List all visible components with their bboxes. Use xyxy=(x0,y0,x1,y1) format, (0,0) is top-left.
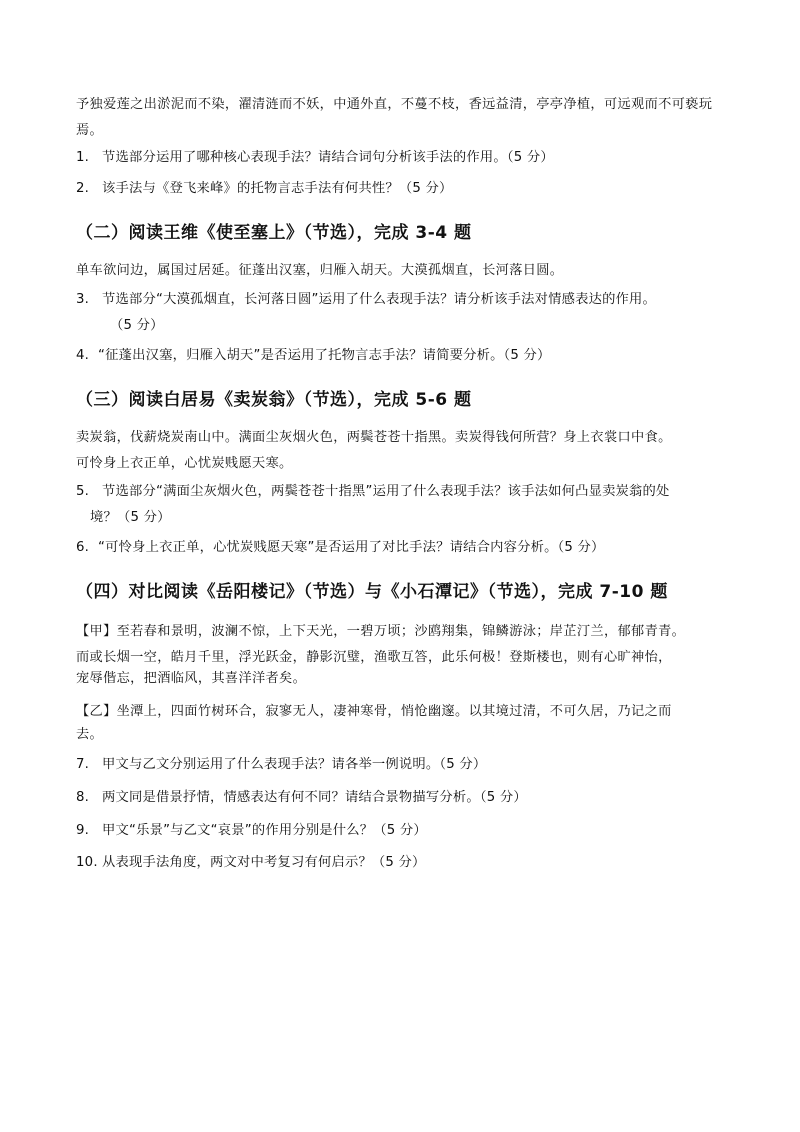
question-5 xyxy=(76,479,732,531)
question-number: 4. xyxy=(76,348,90,363)
question-7 xyxy=(76,752,732,778)
question-number: 2. xyxy=(76,181,90,196)
question-text: 该手法与《登飞来峰》的托物言志手法有何共性？（5 分） xyxy=(102,181,453,196)
question-number: 8. xyxy=(76,790,90,805)
question-number: 5. xyxy=(76,484,90,499)
question-text: 节选部分运用了哪种核心表现手法？请结合词句分析该手法的作用。（5 分） xyxy=(102,150,554,165)
question-text: 从表现手法角度，两文对中考复习有何启示？（5 分） xyxy=(102,855,426,870)
section-heading-4: （四）对比阅读《岳阳楼记》（节选）与《小石潭记》（节选），完成 7-10 题 xyxy=(76,582,668,602)
passage-jia-line3: 宠辱偕忘，把酒临风，其喜洋洋者矣。 xyxy=(76,671,307,686)
section-heading-2: （二）阅读王维《使至塞上》（节选），完成 3-4 题 xyxy=(76,223,472,243)
question-6 xyxy=(76,535,732,561)
passage-yi-line1: 【乙】坐潭上，四面竹树环合，寂寥无人，凄神寒骨，悄怆幽邃。以其境过清，不可久居，乃记之而 xyxy=(76,704,672,719)
question-text: “征蓬出汉塞，归雁入胡天”是否运用了托物言志手法？请简要分析。（5 分） xyxy=(98,348,551,363)
passage-jia-line2: 而或长烟一空，皓月千里，浮光跃金，静影沉璧，渔歌互答，此乐何极！登斯楼也，则有心旷神怡， xyxy=(76,650,672,665)
question-8 xyxy=(76,785,732,811)
question-text-line1: 节选部分“满面尘灰烟火色，两鬓苍苍十指黑”运用了什么表现手法？该手法如何凸显卖炭翁的处 xyxy=(102,484,670,499)
passage-maitanweng-line1: 卖炭翁，伐薪烧炭南山中。满面尘灰烟火色，两鬓苍苍十指黑。卖炭得钱何所营？身上衣裳口中食。 xyxy=(76,430,672,445)
question-number: 3. xyxy=(76,292,90,307)
question-text-line1: 节选部分“大漠孤烟直，长河落日圆”运用了什么表现手法？请分析该手法对情感表达的作用。 xyxy=(102,292,657,307)
question-9 xyxy=(76,818,732,844)
question-number: 10. xyxy=(76,855,98,870)
question-text: 两文同是借景抒情，情感表达有何不同？请结合景物描写分析。（5 分） xyxy=(102,790,527,805)
passage-shizhisaishang: 单车欲问边，属国过居延。征蓬出汉塞，归雁入胡天。大漠孤烟直，长河落日圆。 xyxy=(76,263,564,278)
question-text-line2: （5 分） xyxy=(110,318,164,333)
passage-maitanweng-line2: 可怜身上衣正单，心忧炭贱愿天寒。 xyxy=(76,456,293,471)
question-text-line2: 境？（5 分） xyxy=(90,510,171,525)
question-4 xyxy=(76,343,732,369)
passage-yi-line2: 去。 xyxy=(76,727,104,742)
question-text: 甲文与乙文分别运用了什么表现手法？请各举一例说明。（5 分） xyxy=(102,757,487,772)
question-number: 9. xyxy=(76,823,90,838)
question-text: 甲文“乐景”与乙文“哀景”的作用分别是什么？（5 分） xyxy=(102,823,427,838)
question-1 xyxy=(76,145,732,171)
section-heading-3: （三）阅读白居易《卖炭翁》（节选），完成 5-6 题 xyxy=(76,390,472,410)
question-text: “可怜身上衣正单，心忧炭贱愿天寒”是否运用了对比手法？请结合内容分析。（5 分） xyxy=(98,540,605,555)
passage-ailianshuo: 予独爱莲之出淤泥而不染，濯清涟而不妖，中通外直，不蔓不枝，香远益清，亭亭净植，可远观而不可亵玩焉。 xyxy=(76,97,713,138)
question-number: 7. xyxy=(76,757,90,772)
question-2 xyxy=(76,176,732,202)
passage-jia-line1: 【甲】至若春和景明，波澜不惊，上下天光，一碧万顷；沙鸥翔集，锦鳞游泳；岸芷汀兰，郁郁青青。 xyxy=(76,624,686,639)
question-number: 6. xyxy=(76,540,90,555)
question-3 xyxy=(76,287,732,339)
question-10 xyxy=(76,850,732,876)
question-number: 1. xyxy=(76,150,90,165)
